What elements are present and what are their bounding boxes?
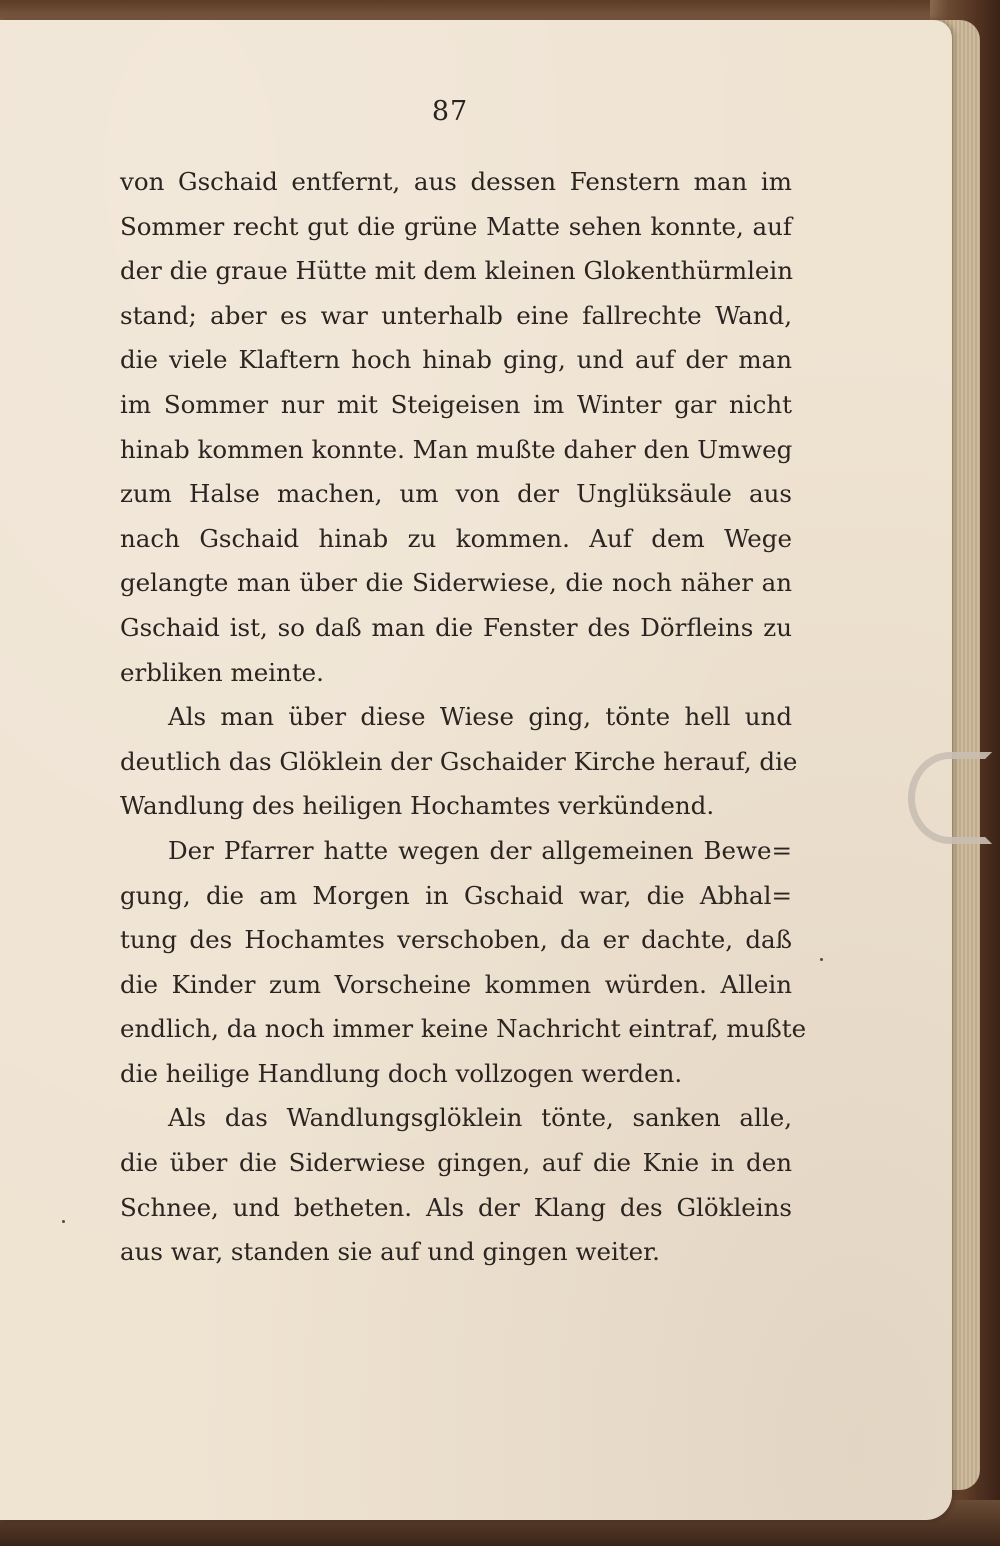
text-line: Schnee, und betheten. Als der Klang des Glökleins — [120, 1192, 792, 1222]
text-line: endlich, da noch immer keine Nachricht eintraf, mußte — [120, 1014, 807, 1044]
page-clip-ring — [908, 752, 992, 844]
text-line: im Sommer nur mit Steigeisen im Winter gar nicht — [120, 389, 792, 419]
text-line: Gschaid ist, so daß man die Fenster des Dörfleins zu — [120, 612, 792, 642]
paper-speck — [820, 958, 823, 961]
text-line: die heilige Handlung doch vollzogen werden. — [120, 1058, 683, 1088]
text-line: deutlich das Glöklein der Gschaider Kirche herauf, die — [120, 746, 798, 776]
paper-speck — [62, 1220, 65, 1223]
text-line: gelangte man über die Siderwiese, die noch näher an — [120, 568, 792, 598]
text-line: aus war, standen sie auf und gingen weiter. — [120, 1237, 660, 1267]
text-line: hinab kommen konnte. Man mußte daher den Umweg — [120, 434, 793, 464]
text-line: der die graue Hütte mit dem kleinen Glokenthürmlein — [120, 256, 794, 286]
text-line: die Kinder zum Vorscheine kommen würden. Allein — [120, 969, 792, 999]
text-line: Wandlung des heiligen Hochamtes verkündend. — [120, 791, 715, 821]
text-line: tung des Hochamtes verschoben, da er dachte, daß — [120, 925, 792, 955]
text-line: Sommer recht gut die grüne Matte sehen konnte, auf — [120, 211, 792, 241]
text-line: erbliken meinte. — [120, 657, 324, 687]
text-line: nach Gschaid hinab zu kommen. Auf dem Wege — [120, 523, 792, 553]
text-line: gung, die am Morgen in Gschaid war, die Abhal= — [120, 880, 792, 910]
page-text-block — [120, 160, 807, 1275]
text-line: von Gschaid entfernt, aus dessen Fenstern man im — [120, 167, 792, 196]
text-line: zum Halse machen, um von der Unglüksäule aus — [120, 479, 792, 509]
text-line: die über die Siderwiese gingen, auf die Knie in den — [120, 1148, 792, 1178]
page-number: 87 — [431, 96, 469, 127]
text-line: stand; aber es war unterhalb eine fallrechte Wand, — [120, 300, 792, 330]
text-line: die viele Klaftern hoch hinab ging, und auf der man — [120, 345, 792, 375]
text-line: Als man über diese Wiese ging, tönte hell und — [168, 702, 792, 732]
text-line: Als das Wandlungsglöklein tönte, sanken alle, — [168, 1103, 792, 1133]
text-line: Der Pfarrer hatte wegen der allgemeinen Bewe= — [168, 835, 792, 865]
